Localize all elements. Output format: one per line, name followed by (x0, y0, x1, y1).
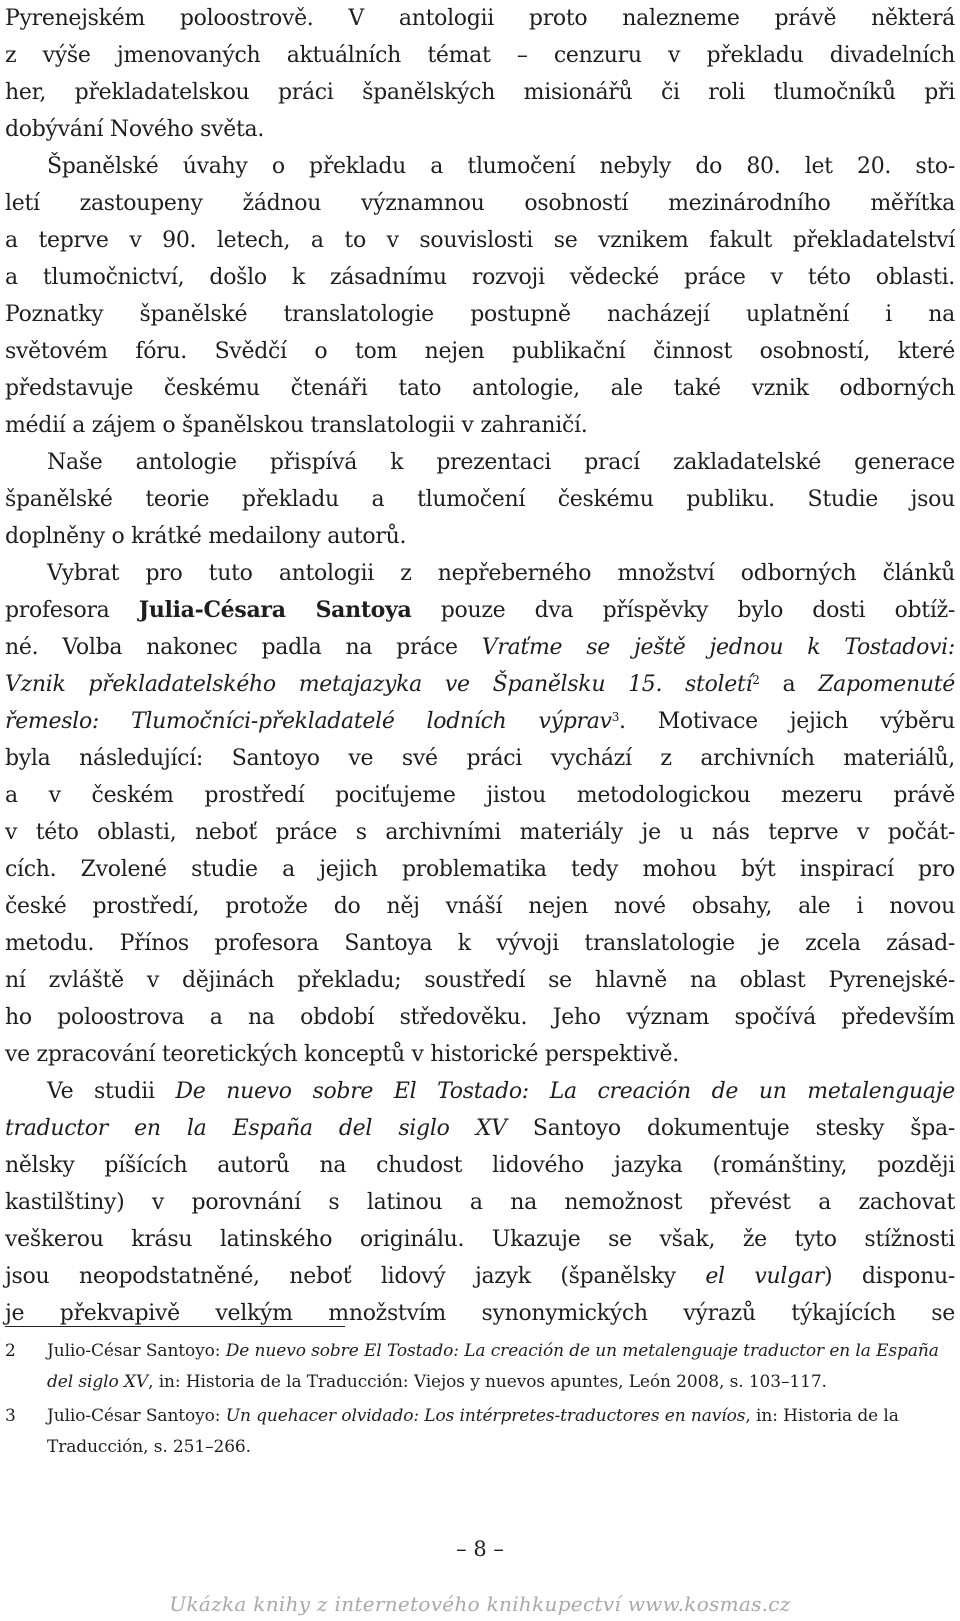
text-line: z výše jmenovaných aktuálních témat – cenzuru v překladu divadelních (5, 43, 955, 68)
text-line: a teprve v 90. letech, a to v souvislosti se vznikem fakult překladatelství (5, 228, 955, 253)
text-line: Naše antologie přispívá k prezentaci prací zakladatelské generace (47, 450, 955, 475)
text-line: Ve studii De nuevo sobre El Tostado: La creación de un metalenguaje (47, 1079, 955, 1104)
foreign-term: el vulgar (705, 1264, 824, 1289)
footnote: 3 Julio-César Santoyo: Un quehacer olvidado: Los intérpretes-traductores en navíos, in: Historia de la Traducción, s. 251–266. (5, 1401, 955, 1463)
text-line: né. Volba nakonec padla na práce Vraťme se ještě jednou k Tostadovi: (5, 635, 955, 660)
text-line: Španělské úvahy o překladu a tlumočení nebyly do 80. let 20. sto- (47, 154, 955, 179)
work-title: řemeslo: Tlumočníci-překladatelé lodních výprav (5, 709, 612, 734)
footnote-number: 2 (5, 1341, 16, 1361)
text-line: Vybrat pro tuto antologii z nepřeberného množství odborných článků (47, 561, 955, 586)
work-title: traductor en la España del siglo XV (5, 1116, 507, 1141)
footnote-ref: 3 (611, 710, 620, 724)
text-line: veškerou krásu latinského originálu. Ukazuje se však, že tyto stížnosti (5, 1227, 955, 1252)
text-line: metodu. Přínos profesora Santoya k vývoji translatologie je zcela zásad- (5, 931, 955, 956)
text-line: Pyrenejském poloostrově. V antologii proto nalezneme právě některá (5, 6, 955, 31)
author-name: Julia-Césara Santoya (138, 597, 412, 623)
text-line: ho poloostrova a na období středověku. Jeho význam spočívá především (5, 1005, 955, 1030)
text-line: představuje českému čtenáři tato antologie, ale také vznik odborných (5, 376, 955, 401)
text-line: profesora Julia-Césara Santoya pouze dva příspěvky bylo dosti obtíž- (5, 597, 955, 623)
text-line: jsou neopodstatněné, neboť lidový jazyk (španělsky el vulgar) disponu- (5, 1264, 955, 1289)
text-line: kastilštiny) v porovnání s latinou a na nemožnost převést a zachovat (5, 1190, 955, 1215)
footnote-ref: 2 (752, 673, 760, 687)
footnote: 2 Julio-César Santoyo: De nuevo sobre El Tostado: La creación de un metalenguaje traductor en la España del siglo XV, in: Historia de la Traducción: Viejos y nuevos apuntes, León 2008, s. 103–117. (5, 1336, 955, 1398)
text-line: médií a zájem o španělskou translatologii v zahraničí. (5, 413, 588, 438)
footnote-number: 3 (5, 1406, 16, 1426)
footnotes (5, 1336, 955, 1466)
work-title: Zapomenuté (818, 672, 955, 697)
text-line: české prostředí, protože do něj vnáší nejen nové obsahy, ale i novou (5, 894, 955, 919)
text-line: nělsky píšících autorů na chudost lidového jazyka (románštiny, později (5, 1153, 955, 1178)
text-line: řemeslo: Tlumočníci-překladatelé lodních výprav$^3$. Motivace jejich výběru (5, 709, 955, 734)
page-number: – 8 – (456, 1537, 504, 1561)
work-title: Vraťme se ještě jednou k Tostadovi: (481, 635, 955, 660)
text-line: dobývání Nového světa. (5, 117, 265, 142)
footnote-divider (5, 1326, 345, 1327)
text-line: ve zpracování teoretických konceptů v historické perspektivě. (5, 1042, 679, 1067)
text-line: je překvapivě velkým množstvím synonymických výrazů týkajících se (5, 1301, 955, 1326)
work-title: Un quehacer olvidado: Los intérpretes-traductores en navíos (225, 1406, 746, 1426)
text-line: Poznatky španělské translatologie postupně nacházejí uplatnění i na (5, 302, 955, 327)
work-title: De nuevo sobre El Tostado: La creación de un metalenguaje (175, 1079, 955, 1104)
main-text (5, 0, 955, 1332)
text-line: a v českém prostředí pociťujeme jistou metodologickou mezeru právě (5, 783, 955, 808)
text-line: traductor en la España del siglo XV Santoyo dokumentuje stesky špa- (5, 1116, 955, 1141)
work-title: Vznik překladatelského metajazyka ve Španělsku 15. století (5, 672, 753, 697)
text-line: cích. Zvolené studie a jejich problematika tedy mohou být inspirací pro (5, 857, 955, 882)
text-line: Vznik překladatelského metajazyka ve Španělsku 15. století$^2$ a Zapomenuté (5, 672, 955, 697)
text-line: letí zastoupeny žádnou významnou osobností mezinárodního měřítka (5, 191, 955, 216)
text-line: v této oblasti, neboť práce s archivními materiály je u nás teprve v počát- (5, 820, 955, 845)
work-title: De nuevo sobre El Tostado: La creación de un metalenguaje traductor en la España del siglo XV (47, 1341, 939, 1392)
text-line: ní zvláště v dějinách překladu; soustředí se hlavně na oblast Pyrenejské- (5, 968, 955, 993)
text-line: a tlumočnictví, došlo k zásadnímu rozvoji vědecké práce v této oblasti. (5, 265, 955, 290)
text-line: světovém fóru. Svědčí o tom nejen publikační činnost osobností, které (5, 339, 955, 364)
text-line: doplněny o krátké medailony autorů. (5, 524, 407, 549)
text-line: byla následující: Santoyo ve své práci vychází z archivních materiálů, (5, 746, 955, 771)
watermark-link[interactable]: Ukázka knihy z internetového knihkupectví www.kosmas.cz (169, 1592, 791, 1616)
text-line: španělské teorie překladu a tlumočení českému publiku. Studie jsou (5, 487, 955, 512)
text-line: her, překladatelskou práci španělských misionářů či roli tlumočníků při (5, 80, 955, 105)
